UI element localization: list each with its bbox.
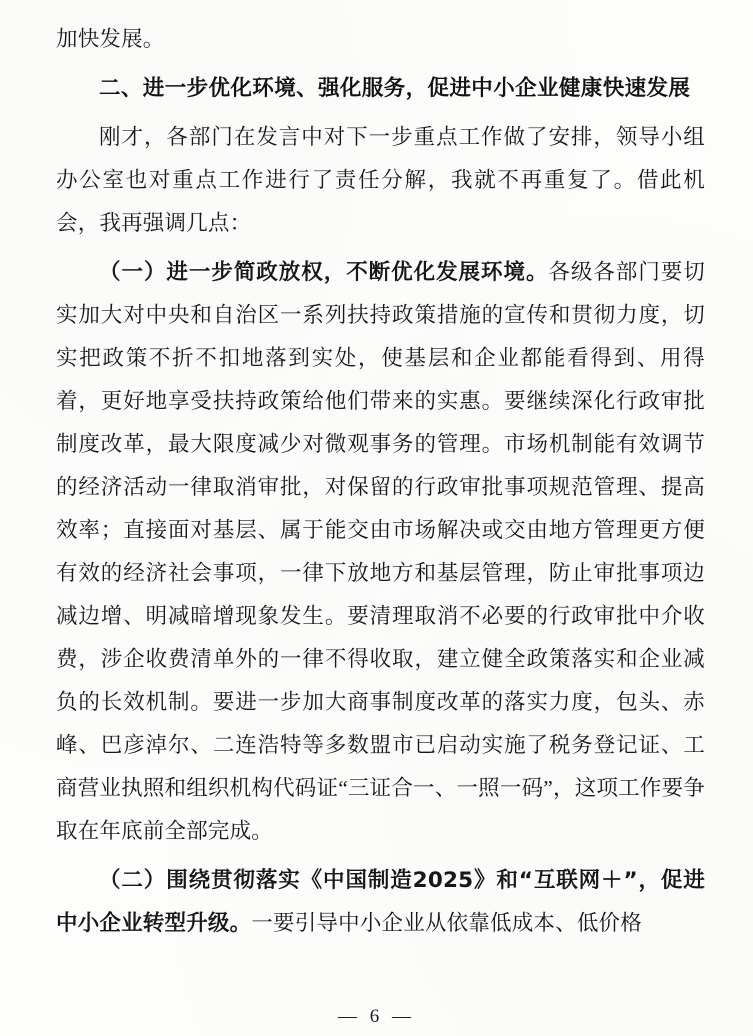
- continuation-text: 加快发展。: [56, 27, 165, 51]
- paragraph-3-body: [56, 859, 705, 945]
- section-heading: 二、进一步优化环境、强化服务，促进中小企业健康快速发展: [99, 76, 691, 101]
- paragraph-2-lead: （一）进一步简政放权，不断优化发展环境。: [99, 260, 549, 285]
- paragraph-3-text: 一要引导中小企业从依靠低成本、低价格: [251, 911, 642, 935]
- paragraph-3: [56, 859, 705, 945]
- paragraph-2-body: [56, 251, 705, 853]
- paragraph-1-text: 刚才，各部门在发言中对下一步重点工作做了安排，领导小组办公室也对重点工作进行了责任分解，我就不再重复了。借此机会，我再强调几点：: [56, 125, 705, 235]
- paragraph-3-lead: （二）围绕贯彻落实《中国制造2025》和“互联网＋”，促进中小企业转型升级。: [56, 868, 705, 936]
- paragraph-2-text: 各级各部门要切实加大对中央和自治区一系列扶持政策措施的宣传和贯彻力度，切实把政策不折不扣地落到实处，使基层和企业都能看得到、用得着，更好地享受扶持政策给他们带来的实惠。要继续深化行政审批制度改革，最大限度减少对微观事务的管理。市场机制能有效调节的经济活动一律取消审批，对保留的行政审批事项规范管理、提高效率；直接面对基层、属于能交由市场解决或交由地方管理更方便有效的经济社会事项，一律下放地方和基层管理，防止审批事项边减边增、明减暗增现象发生。要清理取消不必要的行政审批中介收费，涉企收费清单外的一律不得收取，建立健全政策落实和企业减负的长效机制。要进一步加大商事制度改革的落实力度，包头、赤峰、巴彦淖尔、二连浩特等多数盟市已启动实施了税务登记证、工商营业执照和组织机构代码证“三证合一、一照一码”，这项工作要争取在年底前全部完成。: [56, 260, 705, 843]
- paragraph-1: [56, 116, 705, 245]
- paragraph-2: [56, 251, 705, 853]
- paragraph-continuation: [56, 18, 705, 61]
- page-number: — 6 —: [338, 1006, 415, 1027]
